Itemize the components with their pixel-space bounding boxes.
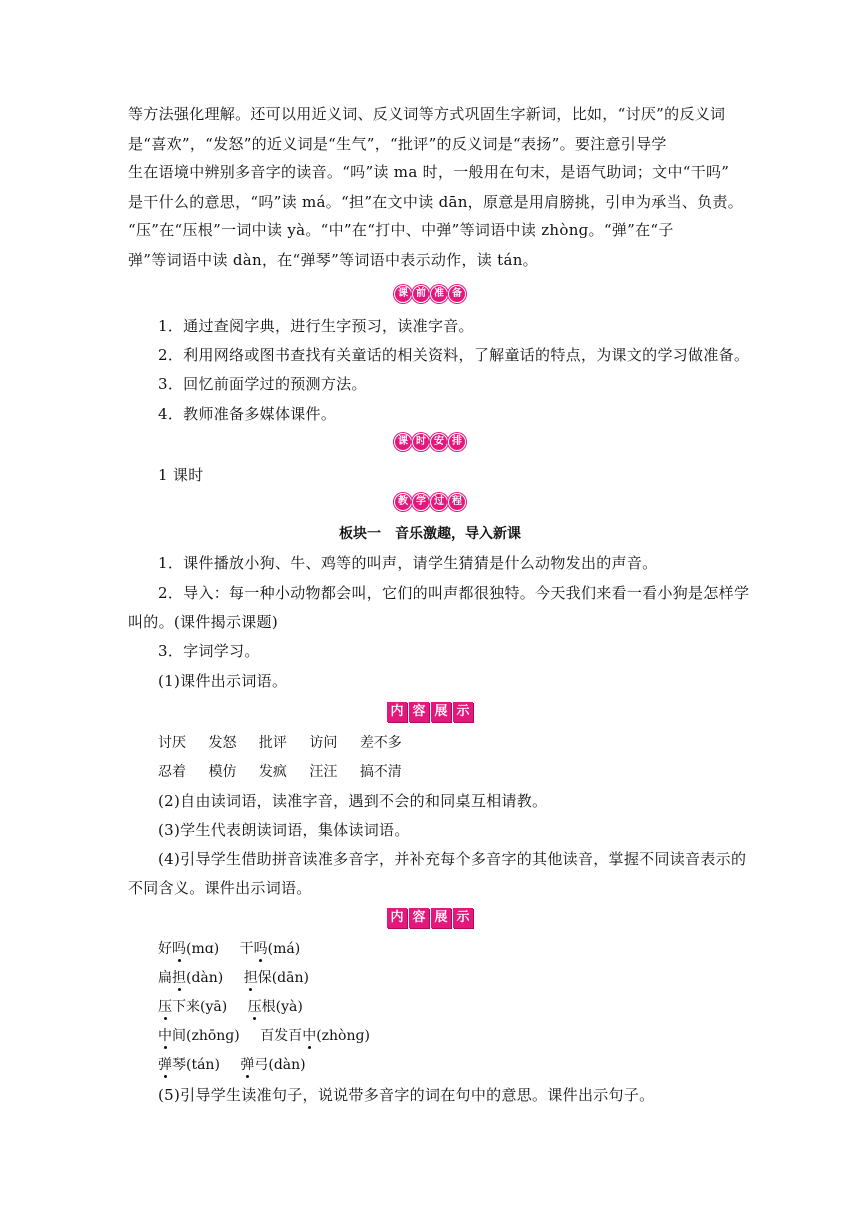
badge-char: 排: [449, 434, 465, 450]
intro-line: “压”在“压根”一词中读 yà。“中”在“打中、中弹”等词语中读 zhònɡ。“弹”在“子: [128, 221, 674, 239]
badge-char: 备: [449, 286, 465, 302]
badge-char: 准: [431, 286, 447, 302]
badge-process: [0, 494, 860, 516]
word-row: [158, 762, 420, 782]
section-title: 板块一 音乐激趣，导入新课: [339, 526, 521, 542]
word: 发怒: [208, 735, 237, 751]
badge-char: 课: [395, 434, 411, 450]
badge-prep: [0, 286, 860, 308]
badge-char: 容: [409, 702, 429, 722]
polyphone-row: [158, 968, 325, 988]
polyphone-row: [158, 939, 316, 959]
prep-item: 4．教师准备多媒体课件。: [158, 405, 337, 423]
process-line: (1)课件出示词语。: [158, 672, 288, 690]
badge-char: 学: [413, 494, 429, 510]
step-line: 不同含义。课件出示词语。: [128, 879, 312, 897]
badge-char: 示: [453, 702, 473, 722]
polyphone-word: 弹琴(tán): [158, 1057, 220, 1073]
prep-item: 1．通过查阅字典，进行生字预习，读准字音。: [158, 317, 474, 335]
badge-char: 安: [431, 434, 447, 450]
word-row: [158, 733, 420, 753]
badge-char: 容: [409, 908, 429, 928]
schedule-text: 1 课时: [158, 466, 204, 484]
polyphone-word: 干吗(má): [239, 941, 301, 957]
badge-char: 内: [387, 702, 407, 722]
badge-char: 前: [413, 286, 429, 302]
final-step: (5)引导学生读准句子，说说带多音字的词在句中的意思。课件出示句子。: [158, 1086, 655, 1104]
badge-char: 展: [431, 908, 451, 928]
intro-line: 是“喜欢”，“发怒”的近义词是“生气”，“批评”的反义词是“表扬”。要注意引导学: [128, 135, 667, 153]
prep-item: 3．回忆前面学过的预测方法。: [158, 375, 367, 393]
word: 批评: [258, 735, 287, 751]
badge-char: 示: [453, 908, 473, 928]
word: 差不多: [359, 735, 402, 751]
polyphone-word: 中间(zhōnɡ): [158, 1028, 240, 1044]
badge-char: 程: [449, 494, 465, 510]
badge-char: 展: [431, 702, 451, 722]
badge-char: 过: [431, 494, 447, 510]
word: 搞不清: [359, 764, 402, 780]
polyphone-word: 担保(dān): [243, 970, 309, 986]
badge-char: 时: [413, 434, 429, 450]
polyphone-word: 好吗(mɑ): [158, 941, 220, 957]
badge-char: 内: [387, 908, 407, 928]
badge-schedule: [0, 434, 860, 456]
intro-line: 弹”等词语中读 dàn，在“弹琴”等词语中表示动作，读 tán。: [128, 251, 538, 269]
word: 汪汪: [309, 764, 338, 780]
word: 模仿: [208, 764, 237, 780]
polyphone-word: 压下来(yā): [158, 999, 228, 1015]
polyphone-word: 扁担(dàn): [158, 970, 224, 986]
step-line: (4)引导学生借助拼音读准多音字，并补充每个多音字的其他读音，掌握不同读音表示的: [158, 850, 747, 868]
polyphone-word: 弹弓(dàn): [240, 1057, 306, 1073]
word: 访问: [309, 735, 338, 751]
intro-line: 等方法强化理解。还可以用近义词、反义词等方式巩固生字新词，比如，“讨厌”的反义词: [128, 105, 726, 123]
process-line: 叫的。(课件揭示课题): [128, 613, 279, 631]
step-line: (3)学生代表朗读词语，集体读词语。: [158, 821, 410, 839]
badge-char: 教: [395, 494, 411, 510]
step-line: (2)自由读词语，读准字音，遇到不会的和同桌互相请教。: [158, 792, 548, 810]
polyphone-row: [158, 1026, 386, 1046]
polyphone-row: [158, 997, 319, 1017]
badge-content: [0, 908, 860, 930]
word: 忍着: [158, 764, 186, 780]
process-line: 1．课件播放小狗、牛、鸡等的叫声，请学生猜猜是什么动物发出的声音。: [158, 554, 658, 572]
intro-line: 是干什么的意思，“吗”读 má。“担”在文中读 dān，原意是用肩膀挑，引申为承当、负责。: [128, 193, 744, 211]
badge-char: 课: [395, 286, 411, 302]
process-line: 2．导入：每一种小动物都会叫，它们的叫声都很独特。今天我们来看一看小狗是怎样学: [158, 584, 750, 602]
polyphone-word: 压根(yà): [247, 999, 303, 1015]
process-line: 3．字词学习。: [158, 642, 260, 660]
intro-line: 生在语境中辨别多音字的读音。“吗”读 ma 时，一般用在句末，是语气助词；文中“干吗”: [128, 163, 730, 181]
polyphone-word: 百发百中(zhònɡ): [260, 1028, 370, 1044]
prep-item: 2．利用网络或图书查找有关童话的相关资料，了解童话的特点，为课文的学习做准备。: [158, 346, 750, 364]
polyphone-row: [158, 1055, 322, 1075]
word: 讨厌: [158, 735, 186, 751]
badge-content: [0, 702, 860, 724]
word: 发疯: [258, 764, 287, 780]
